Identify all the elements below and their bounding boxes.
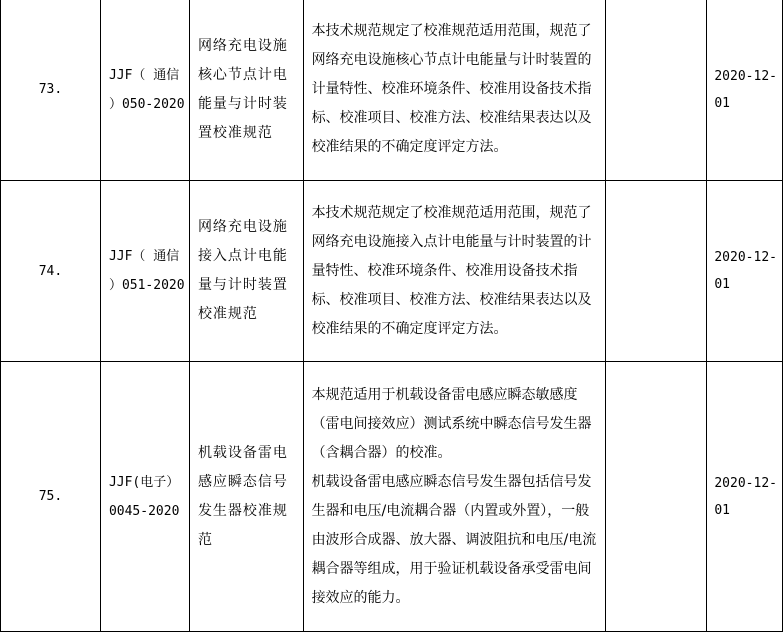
table-row [1,0,783,181]
standard-code: JJF（ 通信 ）051-2020 [100,181,189,362]
standard-name: 网络充电设施核心节点计电能量与计时装置校准规范 [189,0,303,181]
description-paragraph: 本规范适用于机载设备雷电感应瞬态敏感度（雷电间接效应）测试系统中瞬态信号发生器（含耦合器）的校准。 [311,386,592,461]
row-number: 74. [1,181,101,362]
row-number: 73. [1,0,101,181]
standard-code: JJF（ 通信 ）050-2020 [100,0,189,181]
row-number: 75. [1,362,101,632]
description-paragraph: 本技术规范规定了校准规范适用范围，规范了网络充电设施接入点计电能量与计时装置的计量特性、校准环境条件、校准用设备技术指标、校准项目、校准方法、校准结果表达以及校准结果的不确定度评定方法。 [311,204,592,337]
standard-name: 机载设备雷电感应瞬态信号发生器校准规范 [189,362,303,632]
empty-cell [606,0,707,181]
table-row [1,362,783,632]
standard-description [303,362,606,632]
standard-name: 网络充电设施接入点计电能量与计时装置校准规范 [189,181,303,362]
description-paragraph: 本技术规范规定了校准规范适用范围，规范了网络充电设施核心节点计电能量与计时装置的计量特性、校准环境条件、校准用设备技术指标、校准项目、校准方法、校准结果表达以及校准结果的不确定度评定方法。 [311,23,592,155]
empty-cell [606,362,707,632]
effective-date: 2020-12-01 [707,181,783,362]
empty-cell [606,181,707,362]
table-row [1,181,783,362]
standard-description [303,181,606,362]
effective-date: 2020-12-01 [707,362,783,632]
effective-date: 2020-12-01 [707,0,783,181]
standard-description [303,0,606,181]
description-paragraph: 机载设备雷电感应瞬态信号发生器包括信号发生器和电压/电流耦合器（内置或外置），一般由波形合成器、放大器、调波阻抗和电压/电流耦合器等组成，用于验证机载设备承受雷电间接效应的能力。 [311,473,597,606]
standard-code: JJF(电子）0045-2020 [100,362,189,632]
